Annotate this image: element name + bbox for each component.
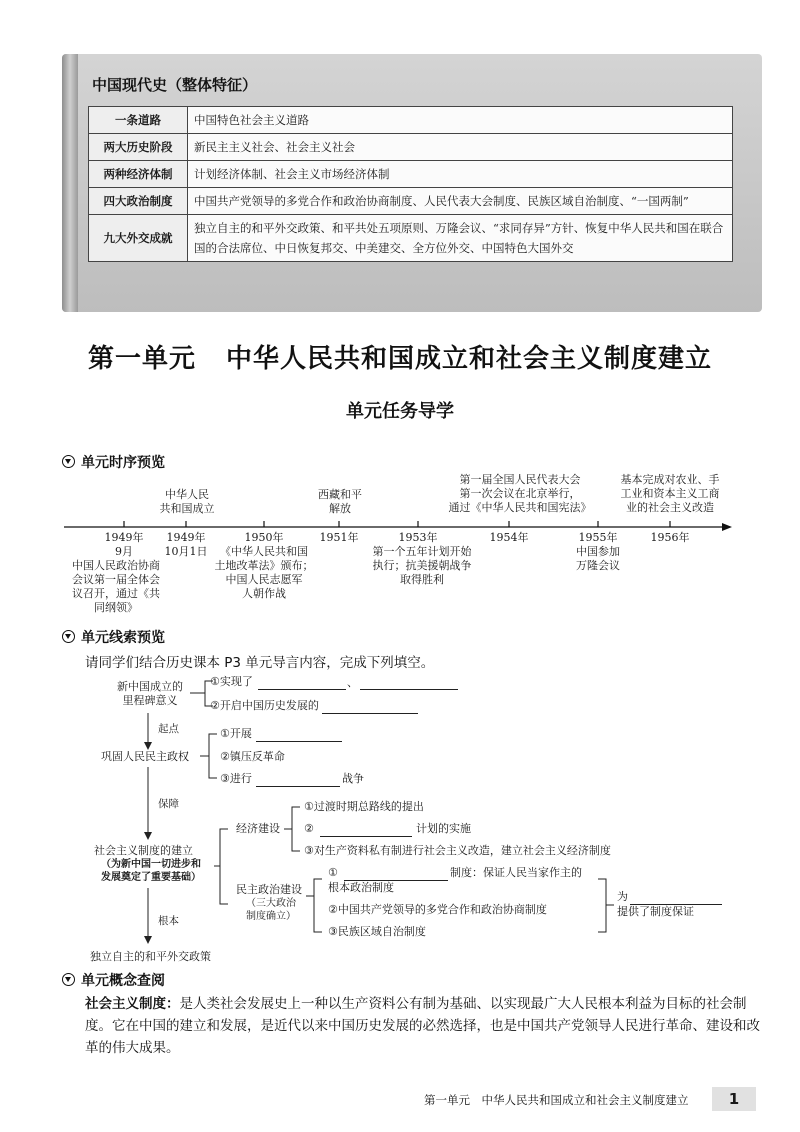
instruction-text: 请同学们结合历史课本 P3 单元导言内容，完成下列填空。 (85, 655, 435, 671)
politics-item-1: ① (328, 866, 338, 879)
bracket (220, 829, 228, 904)
table-value: 中国特色社会主义道路 (188, 107, 733, 134)
fill-blank[interactable] (322, 712, 418, 714)
provide-label: 提供了制度保证 (617, 905, 694, 918)
politics-label: 民主政治建设 (236, 883, 302, 896)
event-cppcc: 中国人民政治协商 会议第一届全体会 议召开，通过《共 同纲领》 (72, 559, 160, 614)
event-five-year-plan: 第一个五年计划开始 执行；抗美援朝战争 取得胜利 (372, 545, 472, 586)
year-1955: 1955年 (578, 531, 618, 544)
table-key: 一条道路 (89, 107, 188, 134)
arrow-icon (144, 936, 152, 944)
concept-text: 是人类社会发展史上一种以生产资料公有制为基础、以实现最广大人民根本利益为目标的社会制度。它在中国的建立和发展，是近代以来中国历史发展的必然选择，也是中国共产党领导人民进行革命、建设和改革的伟大成果。 (85, 996, 760, 1056)
table-value: 中国共产党领导的多党合作和政治协商制度、人民代表大会制度、民族区域自治制度、“一国两制” (188, 188, 733, 215)
table-value: 新民主主义社会、社会主义社会 (188, 134, 733, 161)
milestone-item-2: ②开启中国历史发展的 (210, 699, 319, 712)
concept-heading: 单元概念查阅 (62, 970, 165, 990)
event-land-law: 《中华人民共和国 土地改革法》颁布； 中国人民志愿军 人朝作战 (214, 545, 314, 600)
economy-item-2-tail: 计划的实施 (416, 822, 471, 835)
economy-item-1: ①过渡时期总路线的提出 (304, 800, 424, 813)
fill-blank[interactable] (360, 688, 458, 690)
politics-item-1-line2: 根本政治制度 (328, 881, 394, 894)
section-title: 单元任务导学 (346, 401, 454, 422)
economy-label: 经济建设 (236, 822, 280, 835)
milestone-item-1: ①实现了 (210, 675, 253, 688)
fill-blank[interactable] (320, 835, 412, 837)
foreign-policy-label: 独立自主的和平外交政策 (90, 950, 211, 963)
for-label: 为 (617, 890, 628, 903)
bracket (598, 879, 606, 932)
fill-blank[interactable] (256, 740, 342, 742)
milestone-separator: 、 (347, 676, 358, 689)
event-bandung: 中国参加 万隆会议 (576, 545, 620, 572)
consolidate-label: 巩固人民民主政权 (101, 750, 189, 763)
arrow-icon (144, 742, 152, 750)
economy-item-2: ② (304, 822, 314, 835)
fill-blank[interactable] (258, 688, 346, 690)
table-key: 九大外交成就 (89, 215, 188, 262)
year-1954: 1954年 (489, 531, 529, 544)
year-1953: 1953年 (398, 531, 438, 544)
consolidate-item-3-tail: 战争 (342, 772, 364, 785)
table-key: 两大历史阶段 (89, 134, 188, 161)
bracket (292, 807, 300, 851)
event-transform: 基本完成对农业、手 工业和资本主义工商 业的社会主义改造 (620, 473, 720, 514)
year-1950: 1950年 (244, 531, 284, 544)
timeline-arrow-icon (722, 523, 732, 531)
politics-note: （三大政治 制度确立） (246, 898, 296, 922)
table-key: 四大政治制度 (89, 188, 188, 215)
start-point-label: 起点 (158, 723, 179, 735)
bracket (209, 734, 217, 778)
year-1949-sep: 1949年 9月 (104, 531, 144, 558)
year-1949-oct: 1949年 10月1日 (164, 531, 208, 558)
year-1951: 1951年 (319, 531, 359, 544)
footer-title: 第一单元 中华人民共和国成立和社会主义制度建立 (424, 1093, 689, 1107)
fill-blank[interactable] (256, 785, 340, 787)
milestone-label: 新中国成立的 里程碑意义 (117, 680, 183, 707)
timeline-heading: 单元时序预览 (62, 452, 165, 472)
table-value: 计划经济体制、社会主义市场经济体制 (188, 161, 733, 188)
economy-item-3: ③对生产资料私有制进行社会主义改造，建立社会主义经济制度 (304, 844, 611, 857)
clues-heading: 单元线索预览 (62, 627, 165, 647)
concept-paragraph (85, 993, 765, 1059)
event-tibet: 西藏和平 解放 (318, 488, 362, 515)
politics-item-1-tail: 制度：保证人民当家作主的 (450, 866, 582, 879)
root-label: 根本 (158, 915, 179, 927)
page-number: 1 (712, 1087, 756, 1111)
consolidate-item-1: ①开展 (220, 727, 252, 740)
arrow-icon (144, 832, 152, 840)
feature-table-title: 中国现代史（整体特征） (92, 76, 258, 94)
guarantee-label: 保障 (158, 798, 179, 810)
concept-colon: ： (166, 996, 180, 1012)
bracket (314, 879, 322, 932)
concept-term: 社会主义制度 (85, 996, 166, 1012)
chevron-down-icon (62, 630, 75, 643)
unit-name: 中华人民共和国成立和社会主义制度建立 (226, 344, 713, 374)
politics-item-3: ③民族区域自治制度 (328, 925, 426, 938)
consolidate-item-2: ②镇压反革命 (220, 750, 285, 763)
chevron-down-icon (62, 973, 75, 986)
unit-number: 第一单元 (87, 344, 196, 374)
event-npc: 第一届全国人民代表大会 第一次会议在北京举行， 通过《中华人民共和国宪法》 (448, 473, 592, 514)
system-label: 社会主义制度的建立 (94, 844, 193, 857)
year-1956: 1956年 (650, 531, 690, 544)
table-key: 两种经济体制 (89, 161, 188, 188)
consolidate-item-3: ③进行 (220, 772, 252, 785)
event-prc-founded: 中华人民 共和国成立 (159, 488, 215, 515)
system-note: （为新中国一切进步和 发展奠定了重要基础） (101, 859, 201, 883)
table-value: 独立自主的和平外交政策、和平共处五项原则、万隆会议、“求同存异”方针、恢复中华人民共和国在联合国的合法席位、中日恢复邦交、中美建交、全方位外交、中国特色大国外交 (188, 215, 733, 262)
politics-item-2: ②中国共产党领导的多党合作和政治协商制度 (328, 903, 547, 916)
